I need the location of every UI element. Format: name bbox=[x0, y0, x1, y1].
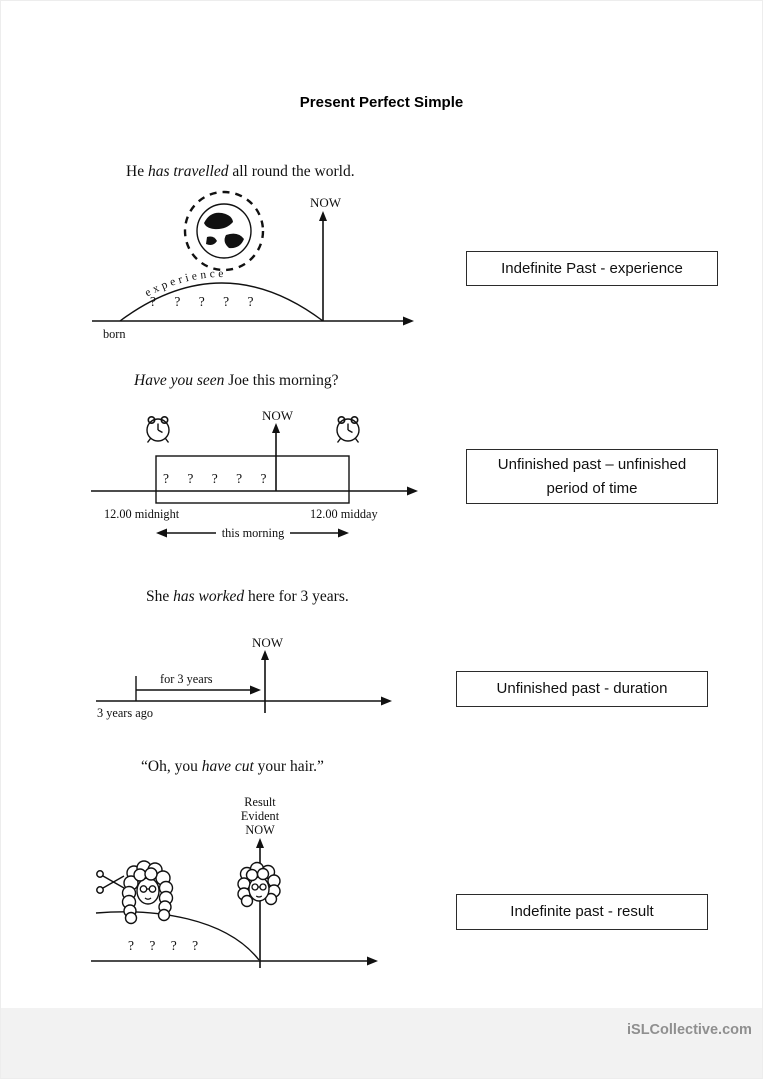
sentence-1-pre: He bbox=[126, 163, 148, 180]
example-sentence-2 bbox=[134, 372, 338, 390]
long-hair-face-icon bbox=[123, 861, 173, 924]
midday-label: 12.00 midday bbox=[310, 507, 378, 521]
question-marks: ? ? ? ? ? bbox=[150, 294, 254, 309]
category-box-unfinished-period bbox=[466, 449, 718, 504]
scissors-icon bbox=[97, 871, 124, 893]
timeline-diagram-result bbox=[86, 794, 396, 979]
result-label: Result bbox=[244, 795, 276, 809]
site-watermark: iSLCollective.com bbox=[627, 1022, 752, 1038]
now-label: NOW bbox=[252, 635, 284, 650]
sentence-4-verb: have cut bbox=[201, 758, 254, 775]
now-label: NOW bbox=[310, 195, 342, 210]
sentence-2-post: Joe this morning? bbox=[224, 372, 339, 389]
3-years-ago-label: 3 years ago bbox=[97, 706, 153, 720]
alarm-clock-icon bbox=[337, 417, 359, 443]
sentence-4-post: your hair.” bbox=[253, 758, 324, 775]
question-marks: ? ? ? ? bbox=[128, 938, 199, 953]
right-arrowhead bbox=[407, 487, 418, 496]
sentence-2-verb: Have you seen bbox=[134, 372, 225, 389]
now-label: NOW bbox=[245, 823, 275, 837]
category-label-line2: period of time bbox=[546, 479, 638, 497]
question-marks: ? ? ? ? ? bbox=[163, 471, 267, 486]
category-box-result bbox=[456, 894, 708, 930]
category-label: Indefinite Past - experience bbox=[501, 259, 683, 277]
this-morning-label: this morning bbox=[221, 526, 285, 540]
category-box-experience bbox=[466, 251, 718, 286]
right-arrowhead bbox=[403, 317, 414, 326]
right-arrowhead bbox=[338, 529, 349, 538]
footer-band bbox=[1, 1008, 762, 1079]
right-arrowhead bbox=[367, 957, 378, 966]
example-sentence-1 bbox=[126, 163, 355, 181]
category-label-line1: Unfinished past – unfinished bbox=[497, 455, 687, 473]
example-sentence-3 bbox=[146, 588, 349, 606]
now-label: NOW bbox=[262, 408, 294, 423]
sentence-3-verb: has worked bbox=[173, 588, 245, 605]
sentence-3-post: here for 3 years. bbox=[244, 588, 349, 605]
page-title: Present Perfect Simple bbox=[299, 94, 464, 111]
timeline-diagram-experience bbox=[86, 189, 421, 347]
alarm-clock-icon bbox=[147, 417, 169, 443]
midnight-label: 12.00 midnight bbox=[104, 507, 180, 521]
right-arrowhead bbox=[250, 686, 261, 695]
arc-caption: experience bbox=[143, 267, 227, 300]
short-hair-face-icon bbox=[238, 863, 280, 907]
right-arrowhead bbox=[381, 697, 392, 706]
example-sentence-4 bbox=[141, 758, 324, 776]
sentence-3-pre: She bbox=[146, 588, 174, 605]
category-box-duration bbox=[456, 671, 708, 707]
timeline-diagram-duration bbox=[86, 633, 406, 728]
timeline-diagram-unfinished-period bbox=[86, 404, 431, 546]
evident-label: Evident bbox=[240, 809, 280, 823]
sentence-1-verb: has travelled bbox=[147, 163, 229, 180]
globe-icon bbox=[185, 192, 263, 270]
category-label: Unfinished past - duration bbox=[496, 680, 668, 697]
category-label: Indefinite past - result bbox=[510, 903, 654, 920]
born-label: born bbox=[103, 327, 126, 341]
sentence-4-pre: “Oh, you bbox=[141, 758, 202, 775]
for-3-years-label: for 3 years bbox=[160, 672, 213, 686]
sentence-1-post: all round the world. bbox=[228, 163, 355, 180]
